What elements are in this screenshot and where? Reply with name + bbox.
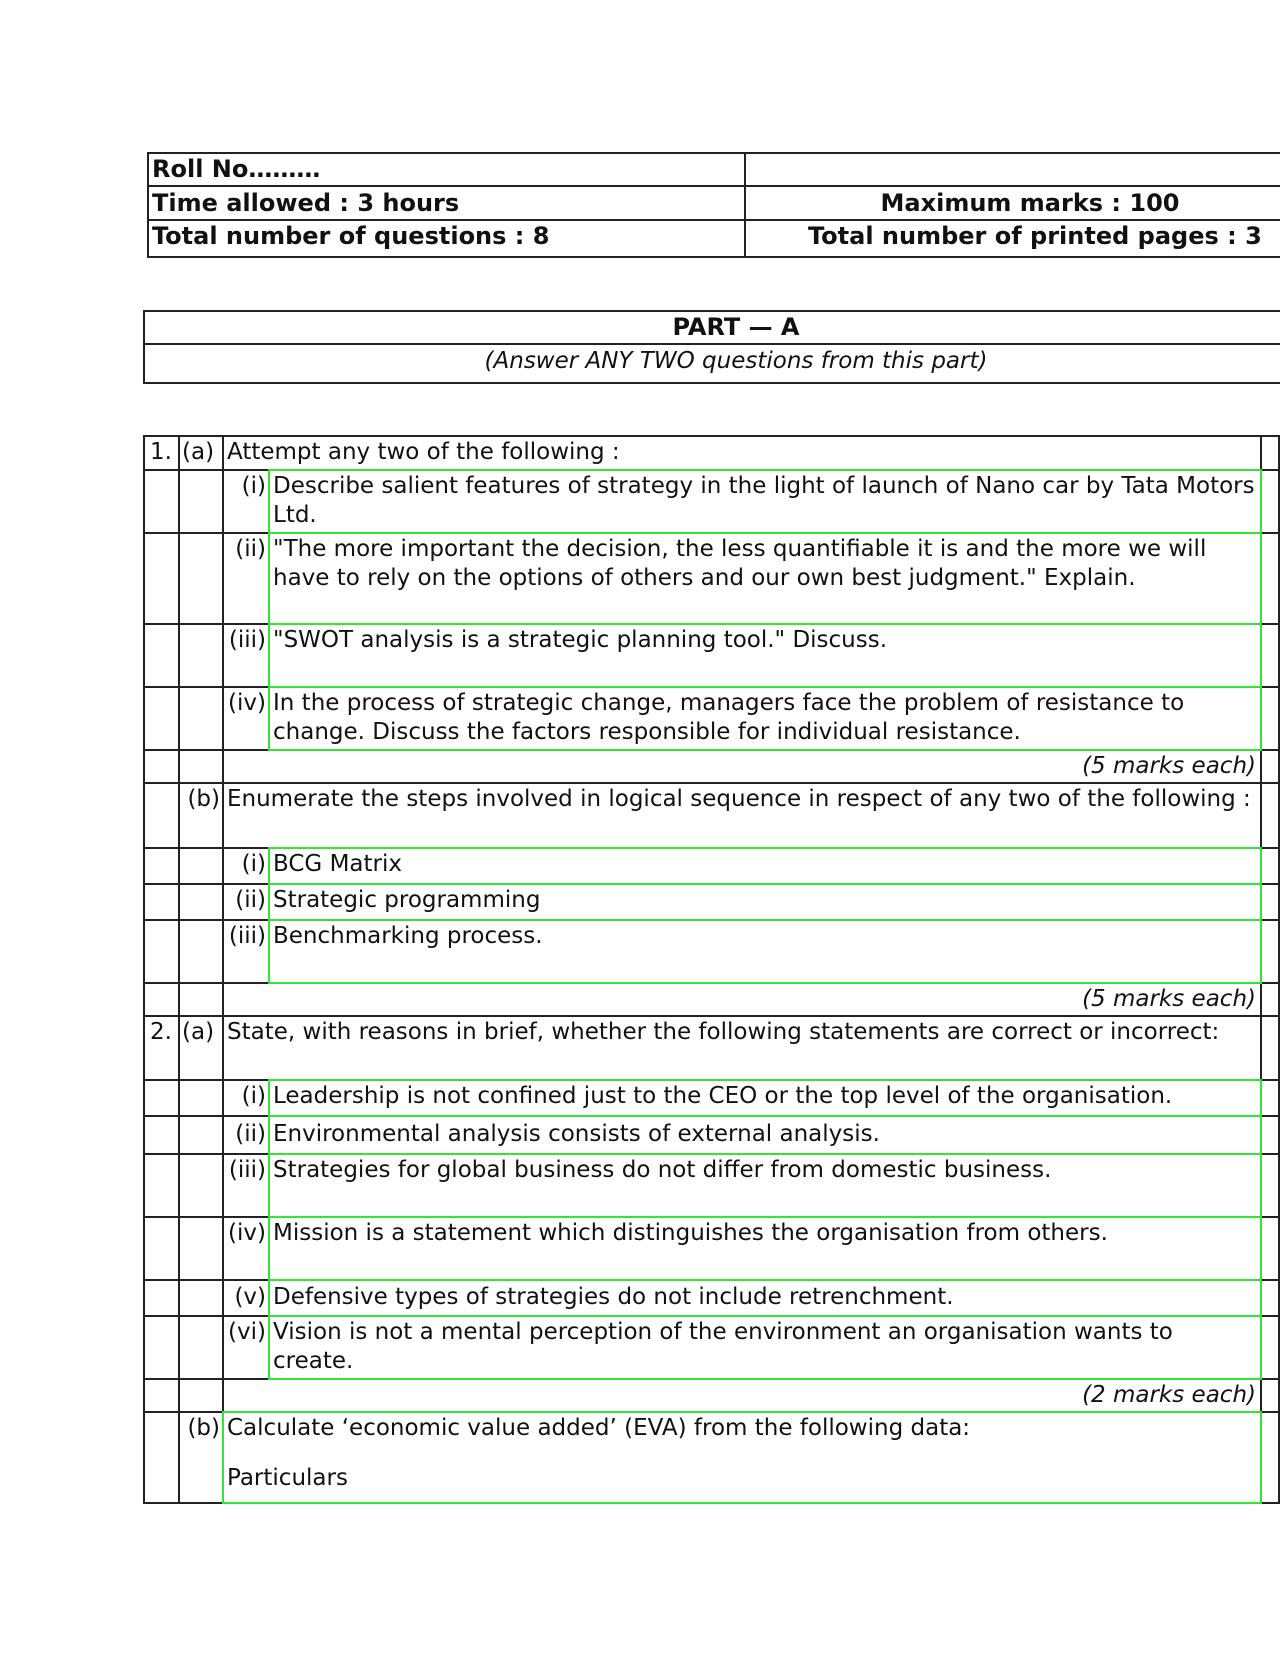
q1-b-item-label: (iii) xyxy=(228,923,266,949)
time-allowed: Time allowed : 3 hours xyxy=(152,189,460,217)
q2-a-item-label: (vi) xyxy=(228,1319,266,1345)
row-rule xyxy=(143,782,1280,784)
q2-number: 2. xyxy=(150,1019,172,1045)
q1-b-marks: (5 marks each) xyxy=(1082,986,1256,1012)
col-rule xyxy=(178,435,180,1504)
q1-a-item-text: In the process of strategic change, managers face the problem of resistance to change. Discuss the factors responsible for individual resistance. xyxy=(273,690,1185,745)
q1-b-text: Enumerate the steps involved in logical sequence in respect of any two of the following : xyxy=(227,786,1251,812)
roll-no: Roll No……… xyxy=(152,155,321,183)
q2-a-label: (a) xyxy=(182,1019,215,1045)
q2-a-item-text: Strategies for global business do not differ from domestic business. xyxy=(273,1157,1052,1183)
q1-a-text: Attempt any two of the following : xyxy=(227,439,620,465)
q1-b-item-text: Benchmarking process. xyxy=(273,923,543,949)
q1-a-item-label: (iv) xyxy=(228,690,266,716)
q2-a-item-text: Environmental analysis consists of external analysis. xyxy=(273,1121,880,1147)
q2-a-item-label: (v) xyxy=(234,1284,266,1310)
q2-a-marks: (2 marks each) xyxy=(1082,1382,1256,1408)
q1-a-label: (a) xyxy=(182,439,215,465)
q2-a-item-label: (i) xyxy=(241,1083,266,1109)
part-instruction: (Answer ANY TWO questions from this part) xyxy=(484,348,988,374)
header-rule xyxy=(147,219,1280,221)
q1-a-item-text: Describe salient features of strategy in the light of launch of Nano car by Tata Motors Ltd. xyxy=(273,473,1255,528)
q2-a-item-text: Vision is not a mental perception of the environment an organisation wants to create. xyxy=(273,1319,1173,1374)
printed-pages: Total number of printed pages : 3 xyxy=(808,222,1262,250)
part-title: PART — A xyxy=(672,313,800,341)
q1-a-item-text: "The more important the decision, the less quantifiable it is and the more we will have to rely on the options of others and our own best judgment." Explain. xyxy=(273,536,1207,591)
q1-b-item-label: (i) xyxy=(241,851,266,877)
q1-a-item-label: (iii) xyxy=(228,627,266,653)
q1-a-marks: (5 marks each) xyxy=(1082,753,1256,779)
header-rule xyxy=(147,185,1280,187)
q2-a-item-text: Mission is a statement which distinguishes the organisation from others. xyxy=(273,1220,1108,1246)
q2-a-text: State, with reasons in brief, whether the following statements are correct or incorrect: xyxy=(227,1019,1220,1045)
q1-a-item-text: "SWOT analysis is a strategic planning tool." Discuss. xyxy=(273,627,888,653)
q2-b-label: (b) xyxy=(187,1415,220,1441)
total-questions: Total number of questions : 8 xyxy=(152,222,550,250)
q2-a-item-label: (iii) xyxy=(228,1157,266,1183)
q1-b-label: (b) xyxy=(187,786,220,812)
q2-a-item-text: Leadership is not confined just to the CEO or the top level of the organisation. xyxy=(273,1083,1173,1109)
q1-a-item-label: (ii) xyxy=(235,536,266,562)
q2-a-item-label: (ii) xyxy=(235,1121,266,1147)
q2-b-text: Calculate ‘economic value added’ (EVA) from the following data: xyxy=(227,1415,971,1441)
q2-a-item-text: Defensive types of strategies do not include retrenchment. xyxy=(273,1284,954,1310)
q1-b-item-text: BCG Matrix xyxy=(273,851,402,877)
row-rule xyxy=(143,1015,1280,1017)
q1-number: 1. xyxy=(150,439,172,465)
q1-b-item-text: Strategic programming xyxy=(273,887,541,913)
q2-b-sub: Particulars xyxy=(227,1465,348,1491)
max-marks: Maximum marks : 100 xyxy=(880,189,1180,217)
q1-b-item-label: (ii) xyxy=(235,887,266,913)
q1-a-item-label: (i) xyxy=(241,473,266,499)
q2-a-item-label: (iv) xyxy=(228,1220,266,1246)
part-rule xyxy=(143,343,1280,345)
